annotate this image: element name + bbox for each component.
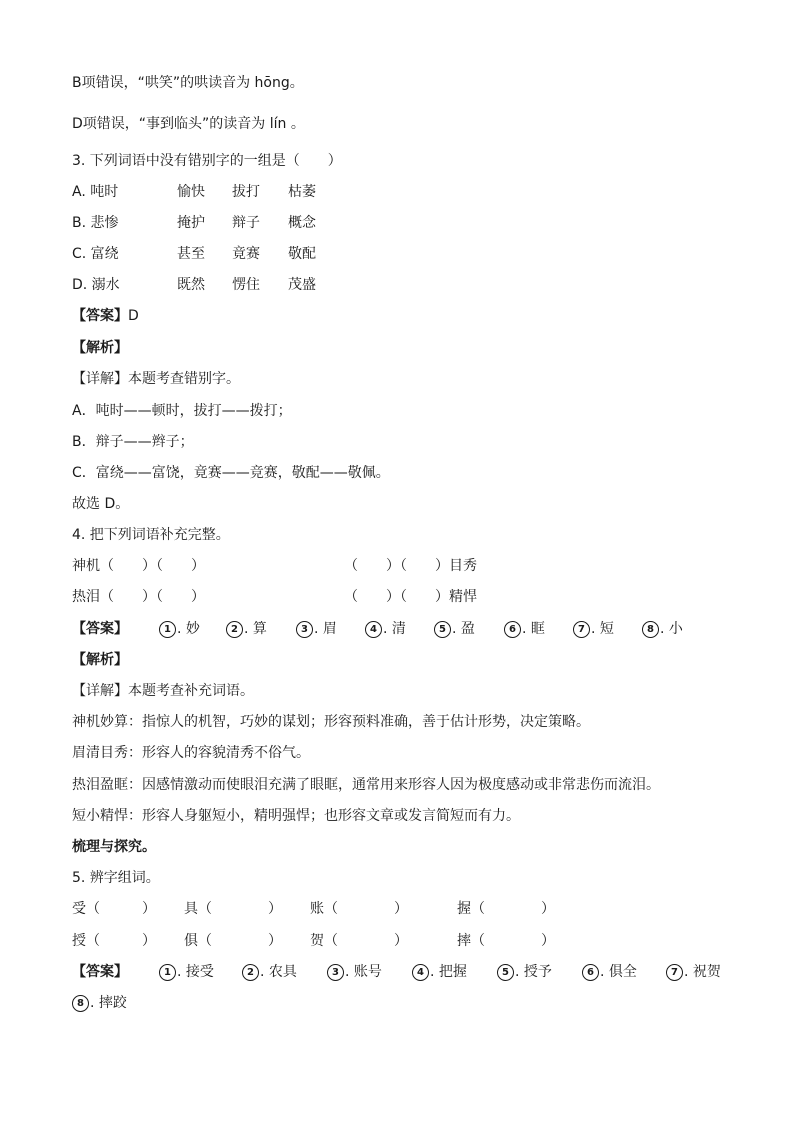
answer-item: 2 . 算 — [226, 619, 267, 639]
answer-tag: 【答案】 — [72, 964, 128, 980]
note-b: B项错误，“哄笑”的哄读音为 hōng。 — [72, 75, 304, 91]
answer-tag: 【答案】 — [72, 621, 128, 637]
option-label: D. 溺水 — [72, 277, 120, 293]
answer-item: 5 . 授予 — [497, 962, 552, 982]
circled-number: 6 — [504, 621, 521, 638]
answer-item: 7 . 短 — [573, 619, 614, 639]
q3-analysis-tag — [72, 338, 128, 358]
q3-answer — [72, 306, 139, 326]
q4-line: 热泪盈眶：因感情激动而使眼泪充满了眼眶，通常用来形容人因为极度感动或非常悲伤而流泪。 — [72, 777, 660, 793]
answer-item: 6 . 俱全 — [582, 962, 637, 982]
detail-tag: 【详解】 — [72, 371, 128, 387]
q4-detail — [72, 681, 254, 701]
circled-number: 3 — [296, 621, 313, 638]
option-label: A. 吨时 — [72, 184, 119, 200]
circled-number: 7 — [573, 621, 590, 638]
circled-number: 8 — [72, 995, 89, 1012]
circled-number: 2 — [242, 964, 259, 981]
option-word: 枯萎 — [288, 184, 316, 200]
q3-line: A．吨时——顿时，拔打——拨打； — [72, 403, 292, 419]
option-word: 甚至 — [177, 246, 205, 262]
circled-number: 7 — [666, 964, 683, 981]
option-word: 敬配 — [288, 246, 316, 262]
option-word: 愉快 — [177, 184, 205, 200]
detail-tag: 【详解】 — [72, 683, 128, 699]
circled-number: 2 — [226, 621, 243, 638]
blank-phrase: 账（ ） — [310, 901, 408, 917]
answer-item: 3 . 眉 — [296, 619, 337, 639]
option-word: 茂盛 — [288, 277, 316, 293]
answer-item: 3 . 账号 — [327, 962, 382, 982]
circled-number: 4 — [412, 964, 429, 981]
circled-number: 1 — [159, 621, 176, 638]
answer-item: 1 . 接受 — [159, 962, 214, 982]
q4-line: 短小精悍：形容人身躯短小，精明强悍；也形容文章或发言简短而有力。 — [72, 808, 520, 824]
option-word: 辩子 — [232, 215, 260, 231]
circled-number: 5 — [434, 621, 451, 638]
option-label: C. 富绕 — [72, 246, 119, 262]
blank-phrase: 热泪（ ）（ ） — [72, 589, 205, 605]
option-word: 竟赛 — [232, 246, 260, 262]
answer-value: D — [128, 308, 139, 324]
blank-phrase: 受（ ） — [72, 901, 156, 917]
option-word: 拔打 — [232, 184, 260, 200]
answer-tag: 【答案】 — [72, 308, 128, 324]
option-label: B. 悲惨 — [72, 215, 119, 231]
q3-stem: 3. 下列词语中没有错别字的一组是（ ） — [72, 153, 342, 169]
answer-item: 5 . 盈 — [434, 619, 475, 639]
circled-number: 8 — [642, 621, 659, 638]
blank-phrase: （ ）（ ）目秀 — [344, 558, 477, 574]
q4-line: 神机妙算：指惊人的机智，巧妙的谋划；形容预料准确，善于估计形势，决定策略。 — [72, 714, 590, 730]
circled-number: 6 — [582, 964, 599, 981]
q3-detail — [72, 369, 240, 389]
circled-number: 5 — [497, 964, 514, 981]
q3-line: C．富绕——富饶，竟赛——竞赛，敬配——敬佩。 — [72, 465, 390, 481]
q5-stem: 5. 辨字组词。 — [72, 870, 160, 886]
note-d: D项错误，“事到临头”的读音为 lín 。 — [72, 116, 305, 132]
detail-text: 本题考查补充词语。 — [128, 683, 254, 699]
answer-item: 8 . 摔跤 — [72, 993, 127, 1013]
q4-analysis-tag — [72, 650, 128, 670]
section-title: 梳理与探究。 — [72, 839, 156, 855]
q4-line: 眉清目秀：形容人的容貌清秀不俗气。 — [72, 745, 310, 761]
blank-phrase: 俱（ ） — [184, 933, 282, 949]
blank-phrase: （ ）（ ）精悍 — [344, 589, 477, 605]
option-word: 掩护 — [177, 215, 205, 231]
analysis-tag: 【解析】 — [72, 340, 128, 356]
circled-number: 3 — [327, 964, 344, 981]
blank-phrase: 摔（ ） — [457, 933, 555, 949]
blank-phrase: 具（ ） — [184, 901, 282, 917]
answer-item: 7 . 祝贺 — [666, 962, 721, 982]
answer-item: 2 . 农具 — [242, 962, 297, 982]
blank-phrase: 贺（ ） — [310, 933, 408, 949]
answer-item: 1 . 妙 — [159, 619, 200, 639]
answer-item: 4 . 清 — [365, 619, 406, 639]
analysis-tag: 【解析】 — [72, 652, 128, 668]
blank-phrase: 授（ ） — [72, 933, 156, 949]
q3-line: 故选 D。 — [72, 496, 130, 512]
q4-stem: 4. 把下列词语补充完整。 — [72, 527, 230, 543]
circled-number: 1 — [159, 964, 176, 981]
option-word: 概念 — [288, 215, 316, 231]
q3-line: B．辩子——辫子； — [72, 434, 194, 450]
blank-phrase: 神机（ ）（ ） — [72, 558, 205, 574]
answer-item: 8 . 小 — [642, 619, 683, 639]
option-word: 愣住 — [232, 277, 260, 293]
circled-number: 4 — [365, 621, 382, 638]
answer-item: 6 . 眶 — [504, 619, 545, 639]
blank-phrase: 握（ ） — [457, 901, 555, 917]
option-word: 既然 — [177, 277, 205, 293]
detail-text: 本题考查错别字。 — [128, 371, 240, 387]
answer-item: 4 . 把握 — [412, 962, 467, 982]
